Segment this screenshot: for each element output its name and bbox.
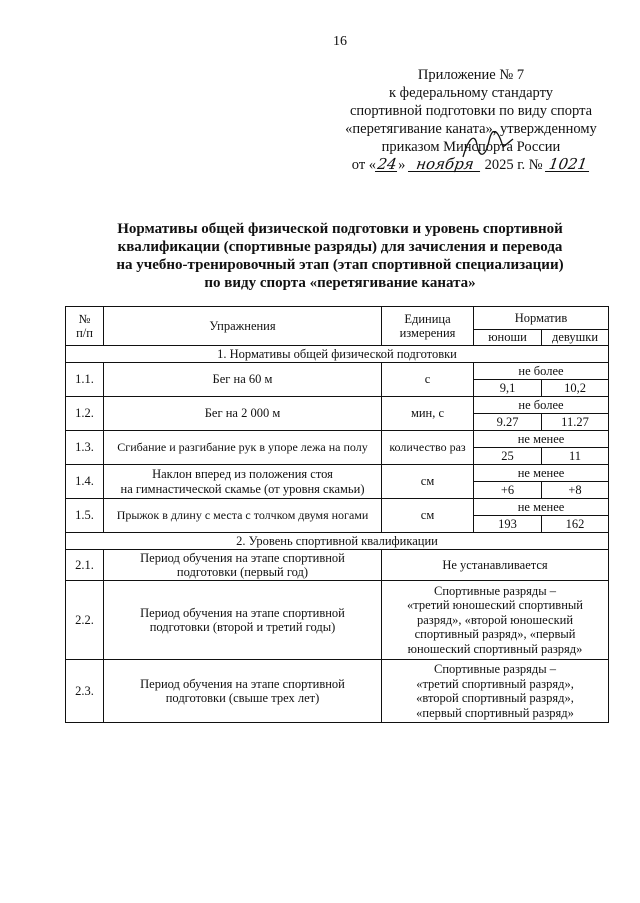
qualification-row xyxy=(66,581,609,660)
row-unit: с xyxy=(382,363,474,397)
signature-mark xyxy=(459,131,517,161)
date-mid: » xyxy=(398,157,409,173)
row-number: 1.5. xyxy=(66,499,104,533)
page-number: 16 xyxy=(333,34,347,49)
table-row xyxy=(66,431,609,448)
row-period: Период обучения на этапе спортивной подготовки (первый год) xyxy=(104,550,382,581)
row-girls-value: 11.27 xyxy=(542,414,609,431)
order-number-handwritten: 1021 xyxy=(545,157,591,172)
date-year: 2025 г. № xyxy=(480,157,547,173)
row-boys-value: 193 xyxy=(474,516,542,533)
row-condition: не менее xyxy=(474,431,609,448)
header-boys: юноши xyxy=(474,330,542,346)
row-unit: мин, с xyxy=(382,397,474,431)
date-day-handwritten: 24 xyxy=(376,155,398,173)
row-condition: не менее xyxy=(474,499,609,516)
row-boys-value: 9,1 xyxy=(474,380,542,397)
row-condition: не более xyxy=(474,397,609,414)
row-period: Период обучения на этапе спортивной подготовки (свыше трех лет) xyxy=(104,660,382,723)
row-number: 1.2. xyxy=(66,397,104,431)
annex-line: спортивной подготовки по виду спорта xyxy=(349,103,593,119)
date-month-handwritten: ноября xyxy=(408,157,482,172)
row-unit: см xyxy=(382,499,474,533)
header-exercise: Упражнения xyxy=(104,307,382,346)
row-number: 1.1. xyxy=(66,363,104,397)
date-prefix: от « xyxy=(351,157,377,173)
title-line: на учебно-тренировочный этап (этап спортивной специализации) xyxy=(116,257,564,273)
norms-table xyxy=(65,306,609,723)
row-exercise: Сгибание и разгибание рук в упоре лежа на полу xyxy=(104,431,382,465)
row-requirement: Не устанавливается xyxy=(382,550,609,581)
row-exercise: Бег на 60 м xyxy=(104,363,382,397)
row-number: 2.3. xyxy=(66,660,104,723)
document-title xyxy=(70,220,610,292)
row-number: 2.1. xyxy=(66,550,104,581)
row-requirement: Спортивные разряды – «третий спортивный разряд», «второй спортивный разряд», «первый спортивный разряд» xyxy=(382,660,609,723)
row-condition: не более xyxy=(474,363,609,380)
table-header-row xyxy=(66,307,609,330)
row-number: 1.3. xyxy=(66,431,104,465)
header-girls: девушки xyxy=(542,330,609,346)
section-row xyxy=(66,346,609,363)
qualification-row xyxy=(66,550,609,581)
section-row xyxy=(66,533,609,550)
row-exercise: Прыжок в длину с места с толчком двумя ногами xyxy=(104,499,382,533)
row-number: 1.4. xyxy=(66,465,104,499)
row-condition: не менее xyxy=(474,465,609,482)
row-period: Период обучения на этапе спортивной подготовки (второй и третий годы) xyxy=(104,581,382,660)
qualification-row xyxy=(66,660,609,723)
header-number: № п/п xyxy=(66,307,104,346)
annex-line: «перетягивание каната», утвержденному xyxy=(345,121,597,137)
row-boys-value: 9.27 xyxy=(474,414,542,431)
row-exercise: Наклон вперед из положения стоя на гимнастической скамье (от уровня скамьи) xyxy=(104,465,382,499)
row-unit: количество раз xyxy=(382,431,474,465)
header-norm: Норматив xyxy=(474,307,609,330)
row-boys-value: +6 xyxy=(474,482,542,499)
row-girls-value: +8 xyxy=(542,482,609,499)
row-girls-value: 11 xyxy=(542,448,609,465)
row-girls-value: 162 xyxy=(542,516,609,533)
header-unit: Единица измерения xyxy=(382,307,474,346)
title-line: Нормативы общей физической подготовки и уровень спортивной xyxy=(117,221,563,237)
table-row xyxy=(66,499,609,516)
annex-title: Приложение № 7 xyxy=(417,67,525,83)
row-unit: см xyxy=(382,465,474,499)
row-girls-value: 10,2 xyxy=(542,380,609,397)
title-line: по виду спорта «перетягивание каната» xyxy=(204,275,476,291)
annex-line: к федеральному стандарту xyxy=(389,85,553,101)
table-row xyxy=(66,465,609,482)
row-exercise: Бег на 2 000 м xyxy=(104,397,382,431)
section-title: 1. Нормативы общей физической подготовки xyxy=(66,346,609,363)
row-number: 2.2. xyxy=(66,581,104,660)
table-row xyxy=(66,363,609,380)
table-row xyxy=(66,397,609,414)
annex-line: приказом Минспорта России xyxy=(381,139,561,155)
title-line: квалификации (спортивные разряды) для зачисления и перевода xyxy=(117,239,563,255)
row-boys-value: 25 xyxy=(474,448,542,465)
row-requirement: Спортивные разряды – «третий юношеский спортивный разряд», «второй юношеский спортивный разряд», «первый юношеский спортивный разряд» xyxy=(382,581,609,660)
section-title: 2. Уровень спортивной квалификации xyxy=(66,533,609,550)
